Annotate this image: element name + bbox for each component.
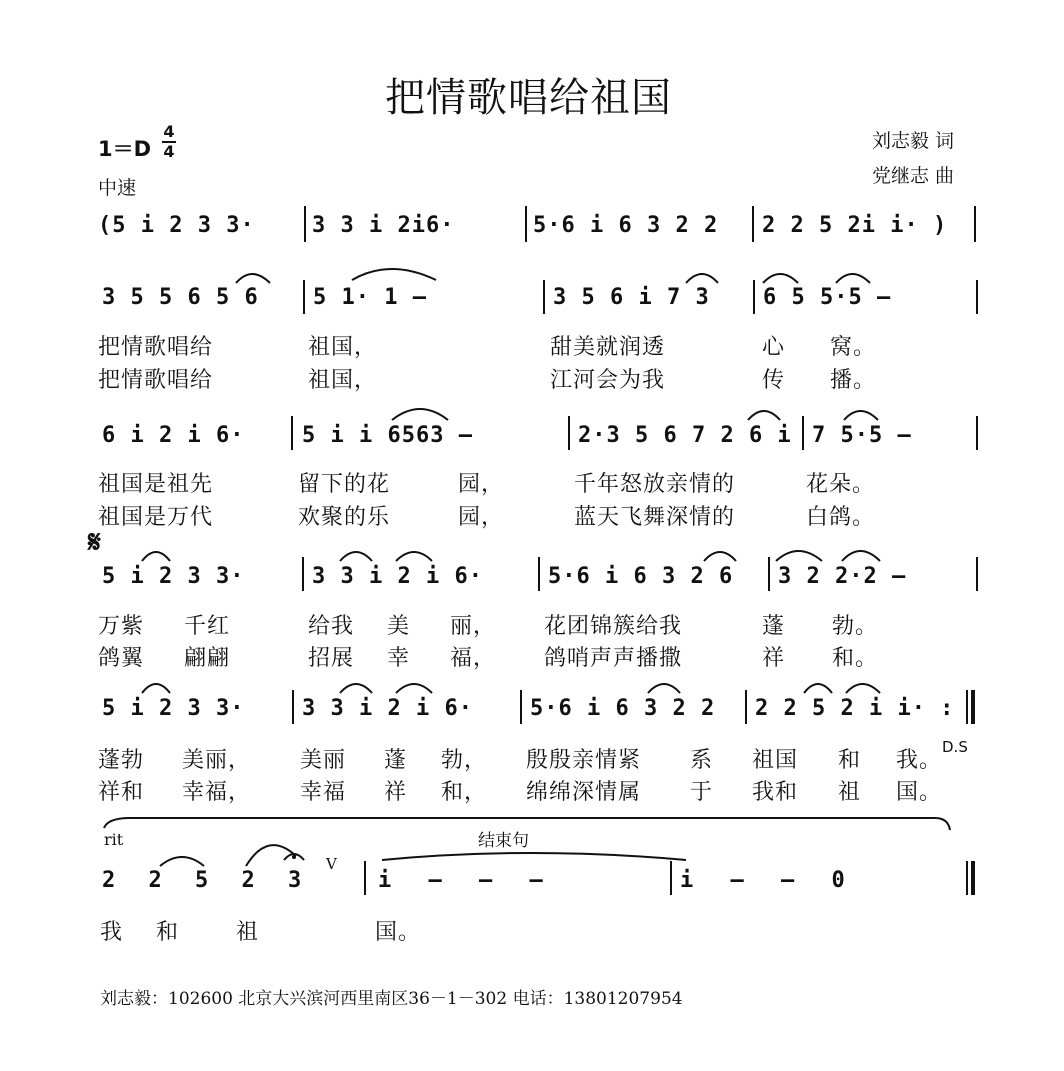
lyric-r3v1-c: 给我: [308, 614, 355, 639]
contact-footer: 刘志毅：102600 北京大兴滨河西里南区36－1－302 电话：13801207954: [100, 989, 683, 1009]
lyric-r5-a: 我: [100, 920, 124, 945]
notes-r2-m3: 2·3 5 6 7 2 6 i: [578, 423, 792, 448]
ds-marking: D.S: [942, 738, 968, 756]
lyric-r3v2-a: 鸽翼: [98, 646, 145, 671]
lyric-r3v2-d: 幸: [387, 646, 411, 671]
notes-r3-m2: 3 3 i 2 i 6·: [312, 564, 483, 589]
notes-r3-m4: 3 2 2·2 –: [778, 564, 907, 589]
lyric-r2v1-e: 花朵。: [806, 472, 876, 497]
lyric-r1v2-b: 祖国，: [308, 368, 378, 393]
slur: [392, 409, 448, 420]
rit-bracket: [104, 818, 950, 830]
notes-intro-m3: 5·6 i 6 3 2 2: [533, 213, 719, 238]
ending-label: 结束句: [478, 831, 529, 851]
lyric-r4v2-h: 我和: [752, 780, 799, 805]
lyric-r2v2-a: 祖国是万代: [98, 505, 214, 530]
slur: [844, 411, 878, 420]
slur: [686, 274, 718, 283]
lyric-r1v1-a: 把情歌唱给: [98, 335, 214, 360]
lyric-r2v2-e: 白鸽。: [806, 505, 876, 530]
slur: [763, 274, 798, 283]
lyric-r3v2-h: 和。: [832, 646, 879, 671]
lyric-r3v1-h: 勃。: [832, 614, 879, 639]
notes-r1-m4: 6 5 5·5 –: [763, 285, 892, 310]
lyric-r3v2-c: 招展: [308, 646, 355, 671]
lyric-r4v2-b: 幸福，: [182, 780, 252, 805]
lyric-r2v1-c: 园，: [458, 472, 505, 497]
slur: [704, 552, 736, 561]
lyric-r3v1-e: 丽，: [450, 614, 497, 639]
slur: [236, 274, 270, 283]
lyric-r3v2-e: 福，: [450, 646, 497, 671]
lyric-r4v2-e: 和，: [441, 780, 488, 805]
lyric-r1v2-a: 把情歌唱给: [98, 368, 214, 393]
lyric-r1v1-d: 心: [762, 335, 786, 360]
lyric-r4v1-f: 殷殷亲情紧: [526, 748, 642, 773]
lyric-r4v1-e: 勃，: [441, 748, 488, 773]
meter-bottom: 4: [163, 142, 175, 161]
lyric-r2v2-b: 欢聚的乐: [298, 505, 391, 530]
lyric-r3v2-g: 祥: [762, 646, 786, 671]
lyricist-credit: 刘志毅 词: [872, 130, 955, 152]
notes-r1-m2: 5 1· 1 –: [313, 285, 427, 310]
lyric-r2v1-a: 祖国是祖先: [98, 472, 214, 497]
notes-r4-m1: 5 i 2 3 3·: [102, 696, 245, 721]
lyric-r5-c: 祖: [236, 920, 260, 945]
key-signature: 1＝D: [98, 137, 152, 161]
rit-marking: rit: [104, 830, 124, 849]
song-title: 把情歌唱给祖国: [385, 75, 672, 121]
lyric-r2v2-c: 园，: [458, 505, 505, 530]
lyric-r3v1-a: 万紫: [98, 614, 145, 639]
lyric-r4v2-c: 幸福: [300, 780, 347, 805]
notes-r2-m1: 6 i 2 i 6·: [102, 423, 245, 448]
slur: [142, 552, 170, 561]
notes-r1-m3: 3 5 6 i 7 3: [553, 285, 710, 310]
notes-intro-m1: (5 i 2 3 3·: [98, 213, 255, 238]
lyric-r5-b: 和: [156, 920, 180, 945]
lyric-r1v2-d: 传: [762, 368, 786, 393]
lyric-r4v1-h: 祖国: [752, 748, 799, 773]
lyric-r4v2-j: 国。: [896, 780, 943, 805]
notes-intro-m4: 2 2 5 2i i· ): [762, 213, 948, 238]
fermata-dot: [292, 855, 296, 859]
lyric-r4v2-f: 绵绵深情属: [526, 780, 642, 805]
lyric-r4v1-a: 蓬勃: [98, 748, 145, 773]
lyric-r4v1-d: 蓬: [384, 748, 408, 773]
slur: [648, 684, 680, 693]
lyric-r1v1-e: 窝。: [830, 335, 877, 360]
slur: [396, 684, 432, 693]
slur: [340, 684, 372, 693]
slur: [142, 684, 170, 693]
slur: [352, 269, 436, 280]
notes-r5-m1: 2 2 5 2 3: [102, 868, 312, 893]
notes-r5-m3: i – – 0: [680, 868, 857, 893]
notes-intro-m2: 3 3 i 2i6·: [312, 213, 455, 238]
segno-sign: 𝄋: [88, 525, 101, 560]
lyric-r1v1-b: 祖国，: [308, 335, 378, 360]
lyric-r4v1-b: 美丽，: [182, 748, 252, 773]
notes-r1-m1: 3 5 5 6 5 6: [102, 285, 259, 310]
notes-r5-m2: i – – –: [378, 868, 555, 893]
lyric-r2v2-d: 蓝天飞舞深情的: [574, 505, 736, 530]
slur: [396, 552, 432, 561]
notes-r4-m3: 5·6 i 6 3 2 2: [530, 696, 716, 721]
lyric-r4v1-c: 美丽: [300, 748, 347, 773]
lyric-r3v1-b: 千红: [184, 614, 231, 639]
tempo-marking: 中速: [98, 177, 137, 199]
lyric-r4v2-g: 于: [690, 780, 714, 805]
slur: [846, 684, 880, 693]
lyric-r4v1-i: 和: [838, 748, 862, 773]
lyric-r3v2-b: 翩翩: [184, 646, 231, 671]
lyric-r3v2-f: 鸽哨声声播撒: [544, 646, 683, 671]
notes-r2-m2: 5 i i 6563 –: [302, 423, 473, 448]
slur: [804, 684, 832, 693]
breath-mark: V: [326, 855, 337, 873]
notes-r2-m4: 7 5·5 –: [812, 423, 912, 448]
lyric-r3v1-g: 蓬: [762, 614, 786, 639]
lyric-r3v1-d: 美: [387, 614, 411, 639]
lyric-r4v1-j: 我。: [896, 748, 943, 773]
composer-credit: 党继志 曲: [872, 165, 955, 187]
meter-top: 4: [163, 122, 175, 141]
lyric-r2v1-b: 留下的花: [298, 472, 391, 497]
tie: [382, 853, 686, 860]
slur: [776, 551, 822, 561]
slur: [842, 551, 880, 561]
notes-r3-m1: 5 i 2 3 3·: [102, 564, 245, 589]
lyric-r4v2-d: 祥: [384, 780, 408, 805]
notes-r3-m3: 5·6 i 6 3 2 6: [548, 564, 734, 589]
lyric-r1v2-c: 江河会为我: [550, 368, 666, 393]
notes-r4-m2: 3 3 i 2 i 6·: [302, 696, 473, 721]
lyric-r3v1-f: 花团锦簇给我: [544, 614, 683, 639]
lyric-r4v2-i: 祖: [838, 780, 862, 805]
slur: [748, 411, 780, 420]
slur: [160, 857, 204, 866]
notes-r4-m4: 2 2 5 2 i i· :: [755, 696, 955, 721]
slur: [340, 552, 372, 561]
lyric-r4v2-a: 祥和: [98, 780, 145, 805]
lyric-r1v2-e: 播。: [830, 368, 877, 393]
lyric-r2v1-d: 千年怒放亲情的: [574, 472, 736, 497]
slur: [836, 274, 870, 283]
lyric-r1v1-c: 甜美就润透: [550, 335, 666, 360]
lyric-r4v1-g: 系: [690, 748, 714, 773]
lyric-r5-d: 国。: [375, 920, 422, 945]
